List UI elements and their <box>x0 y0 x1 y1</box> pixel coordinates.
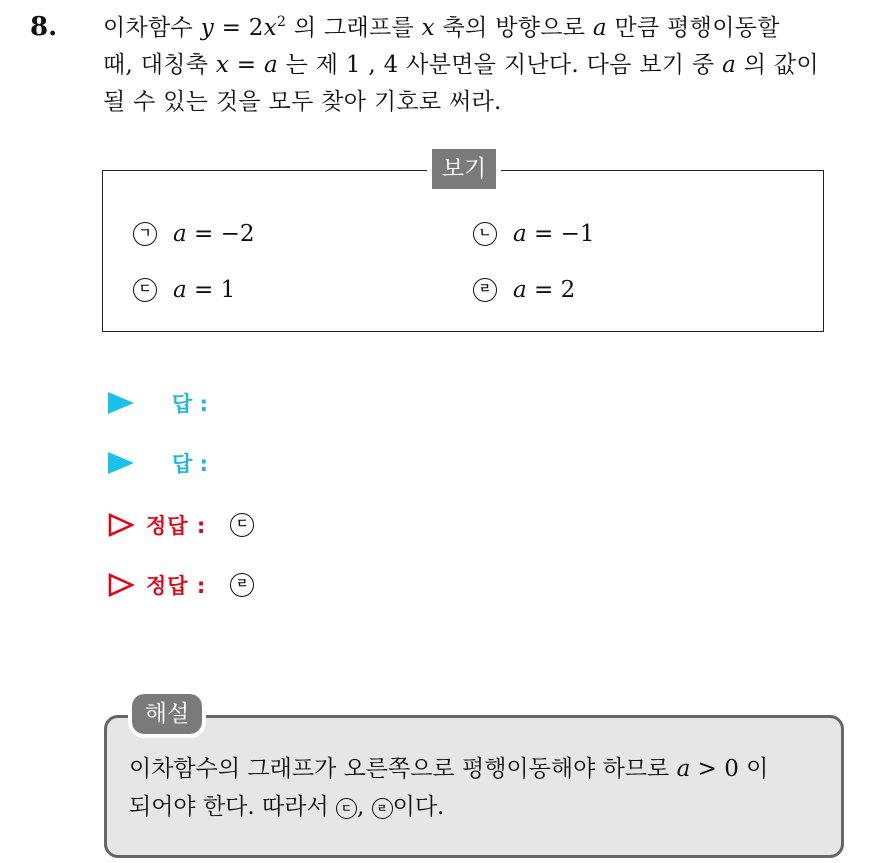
option-expression: a = 1 <box>173 277 236 303</box>
answer-label: 답 : <box>172 452 208 476</box>
question-line-2: 때, 대칭축 x = a 는 제 1 , 4 사분면을 지난다. 다음 보기 중 a 의 값이 <box>103 52 819 78</box>
outline-triangle-icon <box>108 573 134 597</box>
question-text <box>103 10 873 121</box>
correct-answer-value: ㄷ <box>230 513 254 537</box>
correct-answer-row-1 <box>108 510 254 540</box>
option-expression: a = 2 <box>513 277 576 303</box>
option-mark-circle-icon: ㄷ <box>133 278 157 302</box>
bogi-box <box>102 156 824 332</box>
answer-row-1 <box>108 388 208 418</box>
option-expression: a = −1 <box>513 221 595 247</box>
correct-answer-row-2 <box>108 570 254 600</box>
option-mark-circle-icon: ㄱ <box>133 222 157 246</box>
circled-digeut-icon: ㄷ <box>336 798 357 819</box>
correct-answer-value: ㄹ <box>230 573 254 597</box>
option-rieul <box>473 277 575 303</box>
correct-answer-label: 정답 : <box>146 574 207 598</box>
play-triangle-icon <box>108 452 134 474</box>
solution-text <box>129 750 829 826</box>
solution-box <box>104 701 844 858</box>
question-line-1: 이차함수 $y = 2x^2$ 의 그래프를 x 축의 방향으로 a 만큼 평행이동할 <box>103 14 780 41</box>
correct-answer-label: 정답 : <box>146 514 207 538</box>
question-number: 8. <box>30 12 58 42</box>
option-mark-circle-icon: ㄹ <box>473 278 497 302</box>
play-triangle-icon <box>108 392 134 414</box>
option-digeut <box>133 277 235 303</box>
answer-label: 답 : <box>172 392 208 416</box>
solution-line-2: 되어야 한다. 따라서 ㄷ , ㄹ 이다. <box>129 794 445 820</box>
option-expression: a = −2 <box>173 221 255 247</box>
outline-triangle-icon <box>108 513 134 537</box>
option-nieun <box>473 221 595 247</box>
bogi-title: 보기 <box>432 149 496 189</box>
solution-line-1: 이차함수의 그래프가 오른쪽으로 평행이동해야 하므로 a > 0 이 <box>129 756 769 782</box>
option-giyeok <box>133 221 255 247</box>
circled-rieul-icon: ㄹ <box>372 798 393 819</box>
answer-row-2 <box>108 448 208 478</box>
question-line-3: 될 수 있는 것을 모두 찾아 기호로 써라. <box>103 89 502 115</box>
solution-title: 해설 <box>132 694 202 734</box>
option-mark-circle-icon: ㄴ <box>473 222 497 246</box>
